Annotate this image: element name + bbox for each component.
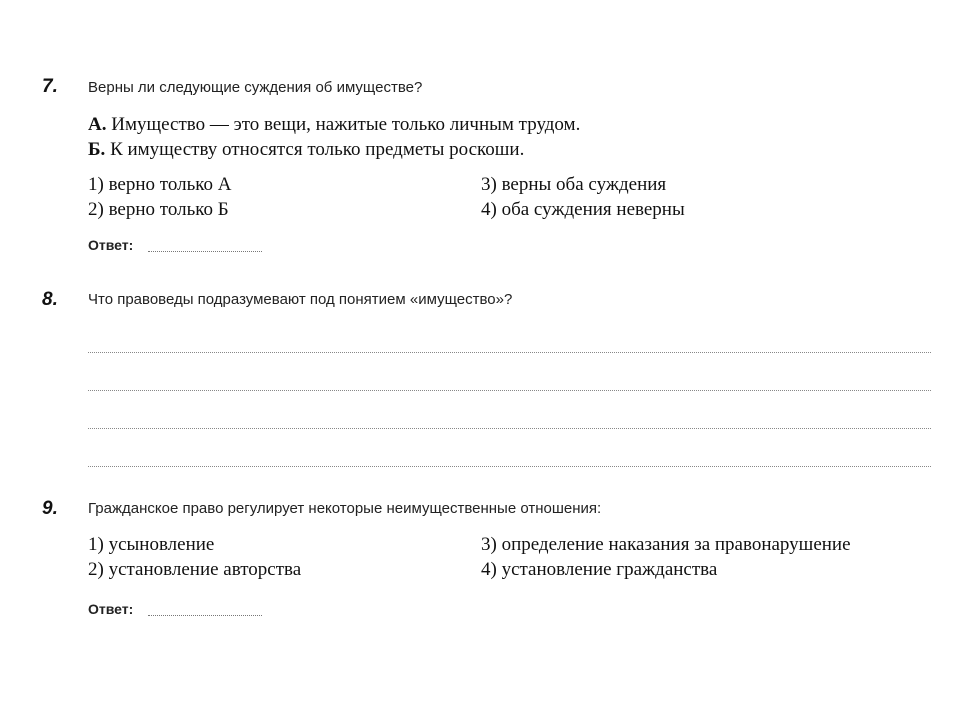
question-7-text: Верны ли следующие суждения об имуществе? bbox=[88, 79, 423, 96]
question-9-number: 9. bbox=[42, 498, 58, 519]
q8-answer-line-1[interactable] bbox=[88, 352, 931, 353]
q7-option-1[interactable]: 1) верно только А bbox=[88, 174, 232, 195]
q7-option-2[interactable]: 2) верно только Б bbox=[88, 199, 229, 220]
statement-a bbox=[88, 114, 580, 136]
q9-option-4[interactable]: 4) установление гражданства bbox=[481, 559, 718, 580]
q7-answer-field[interactable] bbox=[148, 251, 262, 252]
statement-a-text: Имущество — это вещи, нажитые только личным трудом. bbox=[111, 114, 581, 135]
q9-option-2[interactable]: 2) установление авторства bbox=[88, 559, 302, 580]
q9-answer-field[interactable] bbox=[148, 615, 262, 616]
q7-option-3[interactable]: 3) верны оба суждения bbox=[481, 174, 667, 195]
q8-answer-line-4[interactable] bbox=[88, 466, 931, 467]
q8-answer-line-3[interactable] bbox=[88, 428, 931, 429]
q7-option-4[interactable]: 4) оба суждения неверны bbox=[481, 199, 685, 220]
q8-answer-line-2[interactable] bbox=[88, 390, 931, 391]
statement-b-letter: Б. bbox=[88, 139, 106, 160]
q7-answer-label: Ответ: bbox=[88, 237, 134, 253]
question-8-number: 8. bbox=[42, 289, 58, 310]
question-8-text: Что правоведы подразумевают под понятием «имущество»? bbox=[88, 291, 513, 308]
question-9-text: Гражданское право регулирует некоторые неимущественные отношения: bbox=[88, 500, 602, 517]
statement-b-text: К имуществу относятся только предметы роскоши. bbox=[110, 139, 525, 160]
question-7-number: 7. bbox=[42, 76, 58, 97]
statement-a-letter: А. bbox=[88, 114, 107, 135]
q9-option-1[interactable]: 1) усыновление bbox=[88, 534, 215, 555]
statement-b bbox=[88, 139, 524, 161]
q9-option-3[interactable]: 3) определение наказания за правонарушение bbox=[481, 534, 851, 555]
q9-answer-label: Ответ: bbox=[88, 601, 134, 617]
